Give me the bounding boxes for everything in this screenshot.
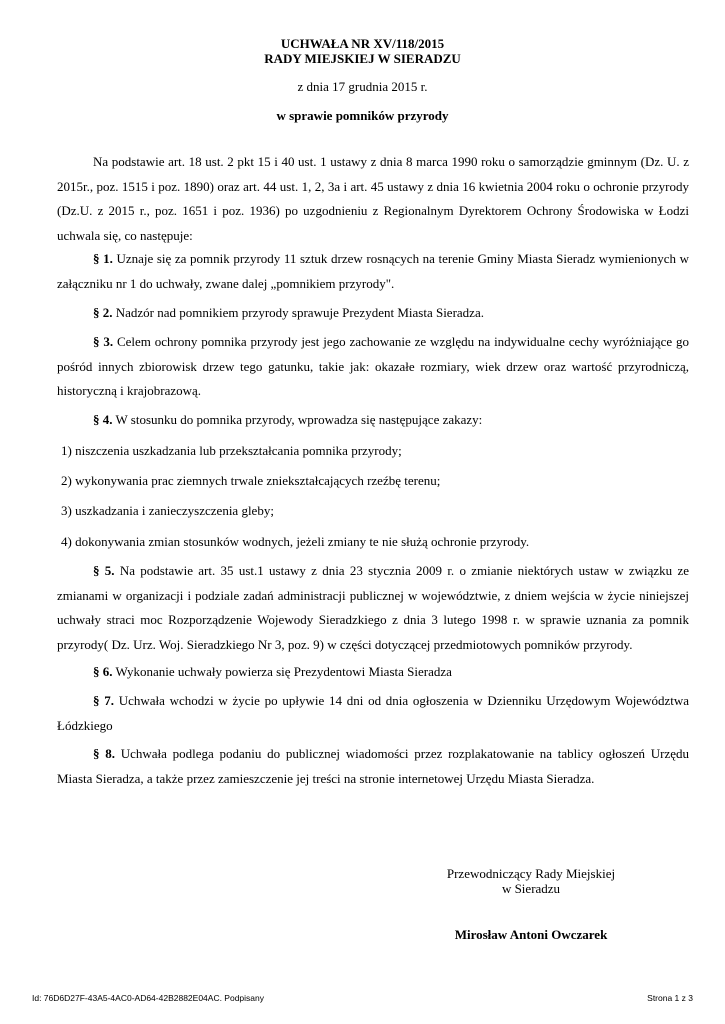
signatory-role: Przewodniczący Rady Miejskiej: [446, 866, 616, 881]
section-number: § 6.: [93, 664, 113, 679]
section-4: [57, 408, 689, 433]
signatory-name: Mirosław Antoni Owczarek: [454, 927, 608, 942]
resolution-title: UCHWAŁA NR XV/118/2015: [280, 36, 445, 51]
section-text: W stosunku do pomnika przyrody, wprowadza się następujące zakazy:: [112, 412, 483, 427]
section-number: § 3.: [93, 334, 114, 349]
section-number: § 8.: [93, 746, 115, 761]
document-id: Id: 76D6D27F-43A5-4AC0-AD64-42B2882E04AC. Podpisany: [32, 993, 264, 1003]
list-item: 1) niszczenia uszkadzania lub przekształcania pomnika przyrody;: [61, 443, 402, 458]
page-number: Strona 1 z 3: [647, 993, 693, 1003]
section-text: Uchwała podlega podaniu do publicznej wiadomości przez rozplakatowanie na tablicy ogłoszeń Urzędu Miasta Sieradza, a także przez zamieszczenie jej treści na stronie internetowej Urzędu Miasta Sieradza.: [57, 746, 690, 786]
list-item: 3) uszkadzania i zanieczyszczenia gleby;: [61, 503, 274, 518]
section-number: § 7.: [93, 693, 114, 708]
resolution-subject: w sprawie pomników przyrody: [276, 108, 449, 123]
section-text: Uchwała wchodzi w życie po upływie 14 dni od dnia ogłoszenia w Dzienniku Urzędowym Województwa Łódzkiego: [57, 693, 690, 733]
section-1: [57, 247, 689, 296]
section-number: § 2.: [93, 305, 113, 320]
section-text: Celem ochrony pomnika przyrody jest jego zachowanie ze względu na indywidualne cechy wyróżniające go pośród innych zbiorowisk drzew tego gatunku, takie jak: okazałe rozmiary, wiek drzew oraz wartość przyrodniczą, historyczną i krajobrazową.: [57, 334, 689, 398]
section-text: Nadzór nad pomnikiem przyrody sprawuje Prezydent Miasta Sieradza.: [112, 305, 484, 320]
preamble: Na podstawie art. 18 ust. 2 pkt 15 i 40 ust. 1 ustawy z dnia 8 marca 1990 roku o samorządzie gminnym (Dz. U. z 2015r., poz. 1515 i poz. 1890) oraz art. 44 ust. 1, 2, 3a i art. 45 ustawy z dnia 16 kwietnia 2004 roku o ochronie przyrody (Dz.U. z 2015 r., poz. 1651 i poz. 1936) po uzgodnieniu z Regionalnym Dyrektorem Ochrony Środowiska w Łodzi uchwala się, co następuje:: [57, 154, 689, 243]
section-text: Na podstawie art. 35 ust.1 ustawy z dnia 23 stycznia 2009 r. o zmianie niektórych ustaw w związku ze zmianami w organizacji i podziale zadań administracji publicznej w województwie, z dniem wejścia w życie niniejszej uchwały straci moc Rozporządzenie Wojewody Sieradzkiego z dnia 3 lutego 1998 r. w sprawie uznania za pomnik przyrody( Dz. Urz. Woj. Sieradzkiego Nr 3, poz. 9) w części dotyczącej przedmiotowych pomników przyrody.: [57, 563, 690, 652]
section-text: Uznaje się za pomnik przyrody 11 sztuk drzew rosnących na terenie Gminy Miasta Sieradz wymienionych w załączniku nr 1 do uchwały, zwane dalej „pomnikiem przyrody".: [57, 251, 690, 291]
section-7: [57, 689, 689, 738]
council-name: RADY MIEJSKIEJ W SIERADZU: [264, 51, 461, 66]
resolution-date: z dnia 17 grudnia 2015 r.: [297, 79, 428, 94]
section-5: [57, 559, 689, 657]
section-number: § 1.: [93, 251, 113, 266]
section-2: [57, 301, 689, 326]
list-item: 4) dokonywania zmian stosunków wodnych, jeżeli zmiany te nie służą ochronie przyrody.: [61, 534, 530, 549]
section-8: [57, 742, 689, 791]
list-item: 2) wykonywania prac ziemnych trwale zniekształcających rzeźbę terenu;: [61, 473, 441, 488]
section-number: § 4.: [93, 412, 113, 427]
section-3: [57, 330, 689, 404]
signatory-role-location: w Sieradzu: [501, 881, 561, 896]
section-6: [57, 660, 689, 685]
section-number: § 5.: [93, 563, 115, 578]
section-text: Wykonanie uchwały powierza się Prezydentowi Miasta Sieradza: [112, 664, 452, 679]
